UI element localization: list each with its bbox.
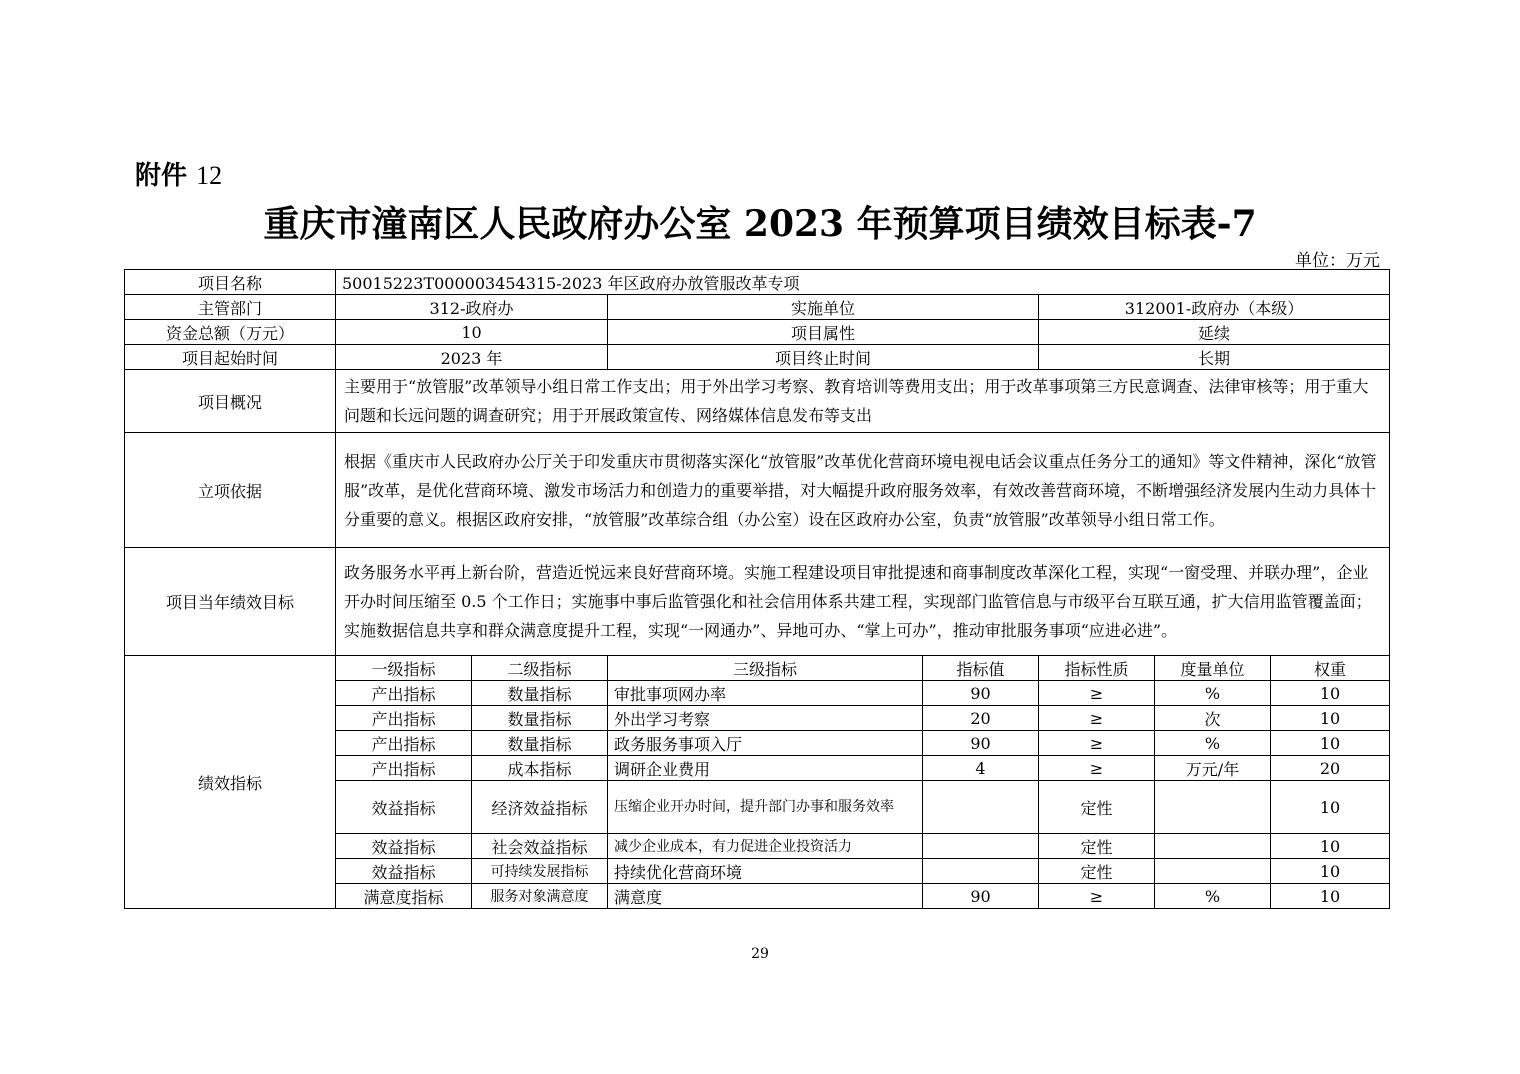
attr-label: 项目属性 — [608, 320, 1039, 345]
level2: 成本指标 — [472, 756, 608, 781]
level2: 可持续发展指标 — [472, 859, 608, 884]
indicator-header: 权重 — [1271, 656, 1390, 681]
indicator-unit: 万元/年 — [1155, 756, 1271, 781]
start-label: 项目起始时间 — [125, 345, 336, 370]
level1: 产出指标 — [336, 731, 472, 756]
indicator-unit — [1155, 834, 1271, 859]
indicator-nature: ≥ — [1039, 756, 1155, 781]
indicator-nature: 定性 — [1039, 859, 1155, 884]
indicator-weight: 10 — [1271, 859, 1390, 884]
project-name: 50015223T000003454315-2023 年区政府办放管服改革专项 — [336, 270, 1390, 295]
indicator-value — [923, 834, 1039, 859]
indicator-value: 20 — [923, 706, 1039, 731]
basis-label: 立项依据 — [125, 433, 336, 548]
indicator-header: 一级指标 — [336, 656, 472, 681]
indicator-unit — [1155, 781, 1271, 834]
project-name-label: 项目名称 — [125, 270, 336, 295]
overview-label: 项目概况 — [125, 370, 336, 433]
level3: 政务服务事项入厅 — [608, 731, 923, 756]
indicator-header: 二级指标 — [472, 656, 608, 681]
end: 长期 — [1039, 345, 1390, 370]
level2: 社会效益指标 — [472, 834, 608, 859]
indicator-value — [923, 781, 1039, 834]
indicator-value — [923, 859, 1039, 884]
indicator-weight: 10 — [1271, 781, 1390, 834]
level3: 满意度 — [608, 884, 923, 909]
dept-label: 主管部门 — [125, 295, 336, 320]
performance-table — [124, 269, 1390, 909]
fund: 10 — [336, 320, 608, 345]
level2: 数量指标 — [472, 706, 608, 731]
level1: 效益指标 — [336, 859, 472, 884]
indicator-value: 90 — [923, 731, 1039, 756]
level3: 审批事项网办率 — [608, 681, 923, 706]
indicator-weight: 10 — [1271, 706, 1390, 731]
level1: 产出指标 — [336, 756, 472, 781]
indicator-unit: % — [1155, 731, 1271, 756]
indicator-weight: 10 — [1271, 731, 1390, 756]
indicator-header-row — [125, 656, 1390, 681]
impl-unit: 312001-政府办（本级） — [1039, 295, 1390, 320]
level1: 产出指标 — [336, 706, 472, 731]
level2: 数量指标 — [472, 731, 608, 756]
indicator-header: 三级指标 — [608, 656, 923, 681]
start: 2023 年 — [336, 345, 608, 370]
indicator-nature: ≥ — [1039, 731, 1155, 756]
indicator-weight: 10 — [1271, 681, 1390, 706]
indicator-unit: % — [1155, 681, 1271, 706]
attachment-label: 附件 12 — [135, 161, 223, 191]
unit-label: 单位：万元 — [1295, 251, 1380, 271]
indicator-nature: ≥ — [1039, 681, 1155, 706]
level3: 调研企业费用 — [608, 756, 923, 781]
page-number: 29 — [751, 946, 769, 962]
page-title: 重庆市潼南区人民政府办公室 2023 年预算项目绩效目标表-7 — [263, 203, 1257, 245]
indicator-header: 指标值 — [923, 656, 1039, 681]
level3: 压缩企业开办时间，提升部门办事和服务效率 — [608, 781, 923, 834]
attr: 延续 — [1039, 320, 1390, 345]
fund-label: 资金总额（万元） — [125, 320, 336, 345]
indicator-unit: 次 — [1155, 706, 1271, 731]
indicator-weight: 10 — [1271, 834, 1390, 859]
level3: 持续优化营商环境 — [608, 859, 923, 884]
indicator-nature: ≥ — [1039, 884, 1155, 909]
indicator-nature: 定性 — [1039, 834, 1155, 859]
indicator-header: 度量单位 — [1155, 656, 1271, 681]
level1: 效益指标 — [336, 781, 472, 834]
level2: 服务对象满意度 — [472, 884, 608, 909]
indicator-nature: 定性 — [1039, 781, 1155, 834]
level1: 满意度指标 — [336, 884, 472, 909]
level2: 数量指标 — [472, 681, 608, 706]
end-label: 项目终止时间 — [608, 345, 1039, 370]
dept: 312-政府办 — [336, 295, 608, 320]
goal: 政务服务水平再上新台阶，营造近悦远来良好营商环境。实施工程建设项目审批提速和商事制度改革深化工程，实现“一窗受理、并联办理”，企业开办时间压缩至 0.5 个工作日；实施事中事后监管强化和社会信用体系共建工程，实现部门监管信息与市级平台互联互通，扩大信用监管覆盖面；实施数据信息共享和群众满意度提升工程，实现“一网通办”、异地可办、“掌上可办”，推动审批服务事项“应进必进”。 — [336, 548, 1390, 656]
level3: 减少企业成本，有力促进企业投资活力 — [608, 834, 923, 859]
level1: 效益指标 — [336, 834, 472, 859]
indicator-section-label: 绩效指标 — [125, 656, 336, 909]
indicator-nature: ≥ — [1039, 706, 1155, 731]
indicator-value: 90 — [923, 884, 1039, 909]
level2: 经济效益指标 — [472, 781, 608, 834]
goal-label: 项目当年绩效目标 — [125, 548, 336, 656]
indicator-weight: 10 — [1271, 884, 1390, 909]
indicator-value: 4 — [923, 756, 1039, 781]
indicator-unit: % — [1155, 884, 1271, 909]
indicator-weight: 20 — [1271, 756, 1390, 781]
overview: 主要用于“放管服”改革领导小组日常工作支出；用于外出学习考察、教育培训等费用支出；用于改革事项第三方民意调查、法律审核等；用于重大问题和长远问题的调查研究；用于开展政策宣传、网络媒体信息发布等支出 — [336, 370, 1390, 433]
level1: 产出指标 — [336, 681, 472, 706]
indicator-value: 90 — [923, 681, 1039, 706]
indicator-header: 指标性质 — [1039, 656, 1155, 681]
basis: 根据《重庆市人民政府办公厅关于印发重庆市贯彻落实深化“放管服”改革优化营商环境电视电话会议重点任务分工的通知》等文件精神，深化“放管服”改革，是优化营商环境、激发市场活力和创造力的重要举措，对大幅提升政府服务效率，有效改善营商环境，不断增强经济发展内生动力具体十分重要的意义。根据区政府安排，“放管服”改革综合组（办公室）设在区政府办公室，负责“放管服”改革领导小组日常工作。 — [336, 433, 1390, 548]
indicator-unit — [1155, 859, 1271, 884]
impl-unit-label: 实施单位 — [608, 295, 1039, 320]
level3: 外出学习考察 — [608, 706, 923, 731]
